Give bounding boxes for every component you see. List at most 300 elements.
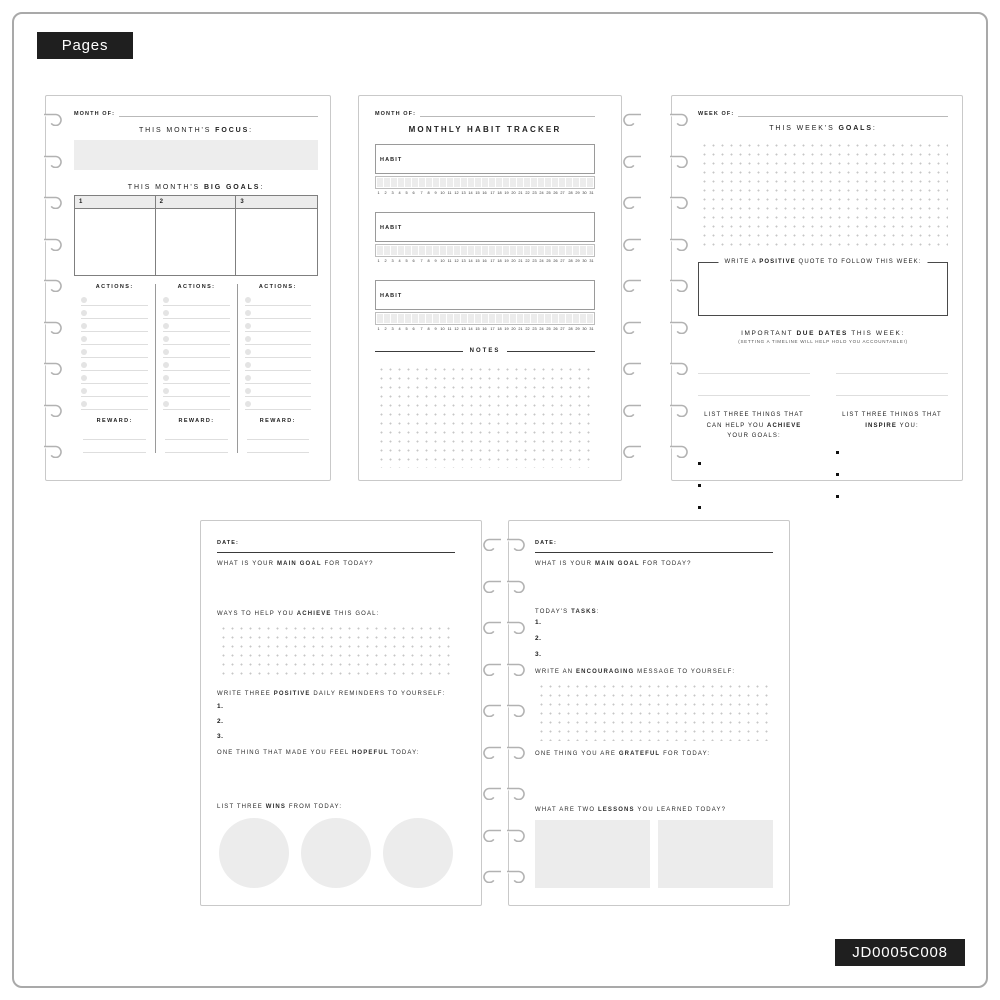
day-number: 6 [412, 326, 416, 331]
goal-column [74, 284, 155, 453]
day-number: 7 [420, 326, 423, 331]
day-number: 10 [440, 258, 445, 263]
habit-day-cell [545, 246, 551, 255]
day-number: 27 [560, 258, 566, 263]
disc-punch-icon [617, 112, 641, 126]
habit-day-cell [426, 178, 432, 187]
habit-day-cell [580, 246, 586, 255]
win-write-circle [301, 818, 371, 888]
tasks-heading: TODAY'S TASKS: [535, 609, 600, 615]
date-row [535, 521, 773, 553]
day-number: 26 [553, 258, 558, 263]
day-number: 1 [377, 326, 380, 331]
day-number: 30 [582, 326, 587, 331]
disc-punch-icon [507, 828, 531, 842]
disc-punch-icon [44, 444, 68, 458]
list-bullet-row [698, 496, 810, 518]
day-number: 12 [454, 326, 459, 331]
habit-day-cell [566, 314, 572, 323]
habit-day-cell [412, 246, 418, 255]
habit-day-cell [566, 246, 572, 255]
achieve-list-heading: LIST THREE THINGS THAT CAN HELP YOU ACHIEVE YOUR GOALS: [704, 412, 804, 439]
bullet-dot-icon [698, 506, 701, 509]
habit-tracker-title: MONTHLY HABIT TRACKER [408, 125, 562, 134]
habit-day-cell [587, 178, 593, 187]
day-number: 27 [560, 326, 566, 331]
pages-label-badge [37, 32, 133, 59]
encouraging-dot-grid [535, 679, 773, 741]
disc-punch-icon [670, 403, 694, 417]
habit-day-cell [468, 178, 474, 187]
day-number: 24 [539, 190, 544, 195]
due-dates-column [836, 352, 948, 396]
day-number: 28 [567, 258, 573, 263]
day-number: 4 [398, 258, 401, 263]
habit-day-cell [454, 314, 460, 323]
habit-day-cell [517, 314, 523, 323]
habit-day-cell [391, 178, 397, 187]
day-number: 12 [454, 258, 459, 263]
habit-day-cell [384, 178, 390, 187]
habit-day-cell [468, 246, 474, 255]
habit-day-cell [468, 314, 474, 323]
day-number: 31 [589, 190, 594, 195]
action-row [163, 371, 229, 384]
day-number: 18 [497, 190, 502, 195]
bullet-circle-icon [163, 401, 169, 407]
disc-punch-icon [507, 703, 531, 717]
disc-punch-icon [670, 154, 694, 168]
ways-heading: WAYS TO HELP YOU ACHIEVE THIS GOAL: [217, 611, 380, 617]
bullet-circle-icon [245, 362, 251, 368]
day-number: 6 [412, 258, 416, 263]
bullet-circle-icon [245, 349, 251, 355]
bullet-circle-icon [245, 336, 251, 342]
habit-day-cell [552, 314, 558, 323]
day-number: 21 [518, 190, 523, 195]
habit-block [375, 280, 595, 331]
habit-day-cell [552, 178, 558, 187]
month-of-row [74, 110, 318, 117]
disc-punch-icon [670, 237, 694, 251]
day-number: 9 [434, 258, 437, 263]
action-row [81, 397, 148, 410]
action-row [81, 358, 148, 371]
day-number: 17 [489, 326, 495, 331]
bullet-circle-icon [81, 297, 87, 303]
disc-punch-icon [477, 869, 501, 883]
habit-day-cell [475, 178, 481, 187]
day-number: 21 [518, 258, 523, 263]
bullet-circle-icon [245, 375, 251, 381]
grateful-write-space [535, 757, 773, 807]
win-write-circle [383, 818, 453, 888]
bullet-circle-icon [245, 323, 251, 329]
numbered-line: 3. [535, 651, 542, 658]
day-number: 8 [427, 190, 430, 195]
month-of-row [375, 110, 595, 117]
disc-punch-icon [507, 662, 531, 676]
habit-day-cell [566, 178, 572, 187]
week-of-label: WEEK OF: [698, 111, 735, 117]
numbered-line: 3. [217, 733, 224, 740]
day-number: 11 [447, 258, 452, 263]
due-date-write-line [836, 352, 948, 374]
actions-label: ACTIONS: [177, 284, 216, 290]
habit-day-cell [405, 178, 411, 187]
action-row [245, 384, 311, 397]
day-number: 29 [575, 326, 580, 331]
bullet-circle-icon [245, 297, 251, 303]
habit-day-cell [524, 246, 530, 255]
habit-day-cell [573, 314, 579, 323]
goal-column [155, 284, 236, 453]
day-number: 6 [412, 190, 416, 195]
habit-day-cell [482, 314, 488, 323]
action-row [163, 358, 229, 371]
list-bullet-row [836, 463, 948, 485]
habit-day-cell [573, 246, 579, 255]
action-row [81, 384, 148, 397]
product-code-badge [835, 939, 965, 966]
reward-write-line [165, 427, 227, 440]
weekly-goals-heading: THIS WEEK'S GOALS: [769, 125, 877, 132]
quote-box-label: WRITE A POSITIVE QUOTE TO FOLLOW THIS WEEK: [718, 259, 927, 265]
day-number: 8 [427, 326, 430, 331]
disc-punch-icon [670, 195, 694, 209]
day-number: 7 [420, 258, 423, 263]
habit-day-cell [545, 314, 551, 323]
day-number: 16 [482, 190, 488, 195]
quote-write-box [698, 258, 948, 316]
habit-day-cell [412, 314, 418, 323]
disc-punch-icon [670, 112, 694, 126]
list-bullet-row [836, 441, 948, 463]
habit-day-cell [559, 314, 565, 323]
bullet-circle-icon [245, 310, 251, 316]
day-number: 25 [546, 258, 551, 263]
due-date-write-line [836, 374, 948, 396]
divider-line [375, 351, 463, 352]
focus-heading: THIS MONTH'S FOCUS: [138, 127, 254, 134]
bullet-circle-icon [163, 375, 169, 381]
habit-day-cell [503, 246, 509, 255]
bullet-circle-icon [81, 336, 87, 342]
day-number: 20 [511, 326, 516, 331]
day-number: 18 [497, 258, 502, 263]
big-goals-heading: THIS MONTH'S BIG GOALS: [127, 184, 265, 191]
disc-punch-icon [44, 154, 68, 168]
habit-day-cell [531, 178, 537, 187]
habit-name-box [375, 280, 595, 310]
date-label: DATE: [217, 540, 239, 546]
day-number: 1 [377, 258, 380, 263]
day-number: 8 [427, 258, 430, 263]
product-code: JD0005C008 [852, 944, 948, 961]
habit-day-cell [538, 246, 544, 255]
day-number: 1 [377, 190, 380, 195]
habit-day-cell [433, 178, 439, 187]
day-number: 2 [384, 258, 387, 263]
action-row [245, 319, 311, 332]
wins-heading: LIST THREE WINS FROM TODAY: [217, 804, 343, 810]
list-bullet-row [698, 452, 810, 474]
day-number: 5 [405, 190, 408, 195]
habit-day-cell [524, 314, 530, 323]
habit-day-cell [426, 314, 432, 323]
day-number: 9 [434, 326, 437, 331]
habit-tracker-page [358, 95, 622, 481]
day-number: 11 [447, 326, 452, 331]
month-of-label: MONTH OF: [74, 111, 116, 117]
list-bullet-row [698, 474, 810, 496]
habit-day-cell [531, 314, 537, 323]
habit-day-cell [454, 178, 460, 187]
disc-punch-icon [44, 195, 68, 209]
habit-day-cell [405, 314, 411, 323]
disc-punch-icon [617, 444, 641, 458]
day-number: 25 [546, 190, 551, 195]
actions-label: ACTIONS: [258, 284, 297, 290]
focus-write-box [74, 140, 318, 170]
disc-punch-icon [44, 320, 68, 334]
due-dates-subtext: (SETTING A TIMELINE WILL HELP HOLD YOU ACCOUNTABLE!) [738, 339, 908, 344]
disc-punch-icon [617, 403, 641, 417]
reward-write-line [247, 427, 309, 440]
habit-day-cell [545, 178, 551, 187]
action-row [81, 345, 148, 358]
day-number: 18 [497, 326, 502, 331]
day-number: 26 [553, 190, 558, 195]
habit-day-cell [482, 246, 488, 255]
day-number: 13 [461, 190, 466, 195]
bullet-circle-icon [163, 388, 169, 394]
habit-day-cell [475, 246, 481, 255]
grateful-heading: ONE THING YOU ARE GRATEFUL FOR TODAY: [535, 751, 711, 757]
goal-number-header: 2 [156, 196, 237, 208]
numbered-line: 1. [535, 619, 542, 626]
disc-punch-icon [477, 579, 501, 593]
numbered-line: 1. [217, 703, 224, 710]
disc-punch-icon [670, 278, 694, 292]
habit-day-cell [559, 246, 565, 255]
day-number: 12 [454, 190, 459, 195]
reward-label: REWARD: [178, 418, 215, 424]
habit-day-cell [517, 178, 523, 187]
habit-day-cell [440, 246, 446, 255]
habit-day-cell [398, 246, 404, 255]
action-row [245, 293, 311, 306]
day-number: 16 [482, 258, 488, 263]
habit-day-cell [419, 246, 425, 255]
day-number: 25 [546, 326, 551, 331]
day-number: 15 [475, 326, 480, 331]
day-number: 28 [567, 326, 573, 331]
bullet-dot-icon [836, 451, 839, 454]
action-row [163, 384, 229, 397]
action-row [163, 345, 229, 358]
habit-day-cell [510, 246, 516, 255]
habit-day-cell [496, 314, 502, 323]
disc-punch-icon [44, 112, 68, 126]
main-goal-write-space [217, 567, 455, 611]
bullet-circle-icon [81, 388, 87, 394]
day-number: 20 [511, 190, 516, 195]
disc-punch-icon [477, 703, 501, 717]
notes-divider [375, 348, 595, 354]
habit-day-cell [426, 246, 432, 255]
habit-day-cell [433, 314, 439, 323]
bullet-circle-icon [81, 375, 87, 381]
action-row [81, 306, 148, 319]
habit-day-cell [573, 178, 579, 187]
goal-write-cell [75, 209, 156, 275]
big-goals-table [74, 195, 318, 276]
achieve-list-column [698, 410, 810, 518]
habit-day-cell [398, 178, 404, 187]
disc-punch-icon [670, 320, 694, 334]
reward-write-line [83, 427, 146, 440]
habit-day-cell [377, 314, 383, 323]
habit-label: HABIT [380, 157, 403, 163]
day-number: 24 [539, 326, 544, 331]
day-number: 31 [589, 258, 594, 263]
inspire-list-heading: LIST THREE THINGS THAT INSPIRE YOU: [842, 412, 942, 429]
habit-day-cell [384, 314, 390, 323]
encouraging-heading: WRITE AN ENCOURAGING MESSAGE TO YOURSELF: [535, 669, 736, 675]
reminders-heading: WRITE THREE POSITIVE DAILY REMINDERS TO YOURSELF: [217, 691, 446, 697]
day-number: 11 [447, 190, 452, 195]
habit-day-cell [384, 246, 390, 255]
day-number: 30 [582, 258, 587, 263]
monthly-goals-page [45, 95, 331, 481]
habit-day-cell [433, 246, 439, 255]
day-number: 13 [461, 326, 466, 331]
due-date-write-line [698, 374, 810, 396]
day-number: 14 [468, 326, 473, 331]
day-number: 10 [440, 190, 445, 195]
actions-label: ACTIONS: [95, 284, 134, 290]
bullet-dot-icon [836, 495, 839, 498]
bullet-circle-icon [81, 310, 87, 316]
goal-number-header: 1 [75, 196, 156, 208]
habit-day-cell [510, 314, 516, 323]
disc-punch-icon [477, 537, 501, 551]
action-row [245, 306, 311, 319]
goal-write-cell [156, 209, 237, 275]
action-row [81, 371, 148, 384]
day-number: 2 [384, 326, 387, 331]
day-number: 4 [398, 190, 401, 195]
disc-punch-icon [507, 869, 531, 883]
disc-punch-icon [617, 278, 641, 292]
habit-day-cell [538, 178, 544, 187]
disc-punch-icon [507, 579, 531, 593]
day-number: 19 [504, 258, 509, 263]
habit-day-cell [440, 178, 446, 187]
habit-day-cell [461, 314, 467, 323]
habit-block [375, 144, 595, 195]
bullet-circle-icon [163, 310, 169, 316]
disc-punch-icon [670, 361, 694, 375]
weekly-goals-page [671, 95, 963, 481]
habit-day-cell [447, 178, 453, 187]
day-number: 17 [489, 190, 495, 195]
numbered-line: 2. [535, 635, 542, 642]
lesson-write-box [658, 820, 773, 888]
day-number: 22 [525, 326, 530, 331]
day-number: 7 [420, 190, 423, 195]
divider-line [507, 351, 595, 352]
action-row [245, 397, 311, 410]
reward-write-line [165, 440, 227, 453]
habit-day-cell [482, 178, 488, 187]
bullet-circle-icon [163, 323, 169, 329]
habit-day-cell [461, 246, 467, 255]
habit-day-cell [580, 314, 586, 323]
lesson-write-box [535, 820, 650, 888]
bullet-circle-icon [163, 297, 169, 303]
day-number: 10 [440, 326, 445, 331]
habit-day-cell [440, 314, 446, 323]
habit-day-cell [503, 178, 509, 187]
habit-day-cell [461, 178, 467, 187]
hopeful-heading: ONE THING THAT MADE YOU FEEL HOPEFUL TODAY: [217, 750, 420, 756]
day-number: 29 [575, 190, 580, 195]
action-row [81, 319, 148, 332]
habit-day-cell [510, 178, 516, 187]
bullet-dot-icon [698, 462, 701, 465]
action-row [245, 332, 311, 345]
habit-day-cell [489, 178, 495, 187]
bullet-circle-icon [245, 401, 251, 407]
habit-day-cell [524, 178, 530, 187]
day-number: 23 [532, 326, 537, 331]
day-number: 31 [589, 326, 594, 331]
habit-day-cell [552, 246, 558, 255]
bullet-circle-icon [163, 362, 169, 368]
disc-punch-icon [477, 662, 501, 676]
day-number: 14 [468, 190, 473, 195]
disc-punch-icon [44, 278, 68, 292]
notes-label: NOTES [469, 348, 501, 354]
action-row [163, 332, 229, 345]
habit-day-cell [398, 314, 404, 323]
win-write-circle [219, 818, 289, 888]
day-number: 30 [582, 190, 587, 195]
goal-number-header: 3 [240, 199, 244, 205]
day-number: 28 [567, 190, 573, 195]
bullet-circle-icon [81, 323, 87, 329]
habit-day-cell [412, 178, 418, 187]
action-row [81, 332, 148, 345]
day-number: 20 [511, 258, 516, 263]
day-number: 19 [504, 190, 509, 195]
month-of-label: MONTH OF: [375, 111, 417, 117]
habit-day-cell [489, 314, 495, 323]
disc-punch-icon [507, 620, 531, 634]
habit-day-cell [496, 246, 502, 255]
habit-day-cell [454, 246, 460, 255]
disc-punch-icon [617, 154, 641, 168]
action-row [163, 319, 229, 332]
day-number: 29 [575, 258, 580, 263]
day-number: 21 [518, 326, 523, 331]
habit-day-cell [419, 314, 425, 323]
habit-day-cell [517, 246, 523, 255]
habit-day-cell [405, 246, 411, 255]
reward-write-line [247, 440, 309, 453]
